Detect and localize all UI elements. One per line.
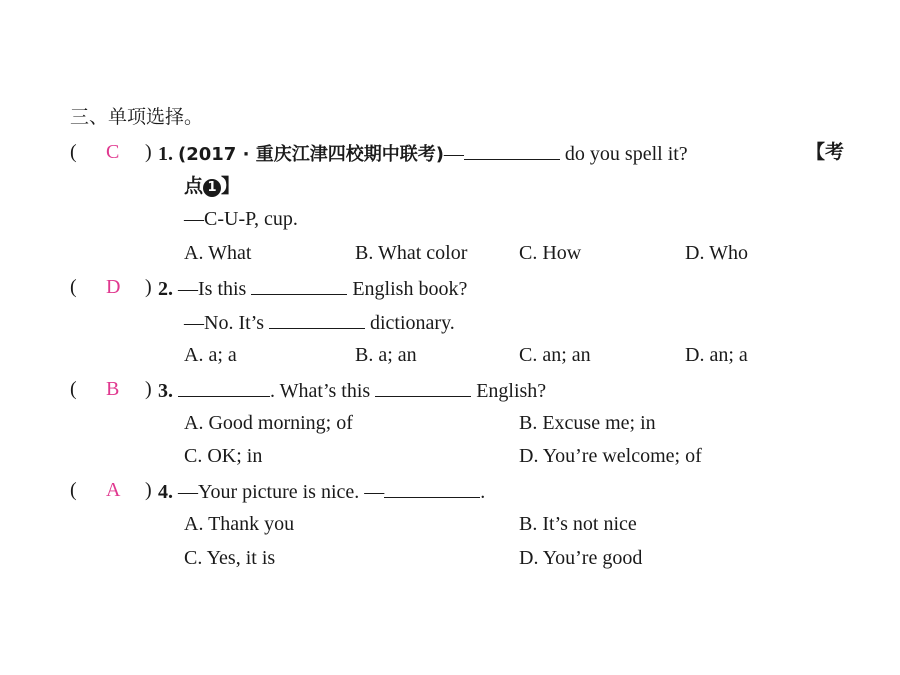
answer-blank — [384, 477, 480, 498]
answer-blank — [464, 139, 560, 160]
answer-4: A — [106, 479, 121, 501]
option: D. an; a — [685, 344, 748, 366]
question-stem-1: do you spell it? — [559, 143, 688, 165]
option: C. How — [519, 242, 582, 264]
answer-blank — [251, 274, 347, 295]
option: A. a; a — [184, 344, 237, 366]
tag-continuation: 点 1 】 — [184, 175, 241, 197]
option: A. Thank you — [184, 513, 295, 535]
answer-blank — [178, 376, 270, 397]
option: B. It’s not nice — [519, 513, 637, 535]
option: D. Who — [685, 242, 748, 264]
answer-1: C — [106, 141, 120, 163]
option: B. What color — [355, 242, 468, 264]
question-number-3: 3. — [158, 380, 173, 402]
option: D. You’re good — [519, 547, 643, 569]
options-2 — [0, 342, 900, 368]
question-4: ( A ) 4. —Your picture is nice. — . — [70, 479, 486, 503]
question-source-1: (2017 · 重庆江津四校期中联考) — [178, 144, 444, 165]
option: A. Good morning; of — [184, 412, 353, 434]
option: B. a; an — [355, 344, 417, 366]
question-number-1: 1. — [158, 143, 173, 165]
answer-blank — [269, 308, 365, 329]
option: A. What — [184, 242, 252, 264]
option: C. Yes, it is — [184, 547, 276, 569]
question-number-2: 2. — [158, 278, 173, 300]
answer-3: B — [106, 378, 120, 400]
circled-number-icon: 1 — [203, 179, 221, 197]
options-3-row-1 — [0, 410, 900, 436]
question-number-4: 4. — [158, 481, 173, 503]
reply-2: —No. It’s dictionary. — [184, 308, 455, 334]
option: C. OK; in — [184, 445, 263, 467]
answer-2: D — [106, 276, 121, 298]
answer-blank — [375, 376, 471, 397]
question-3: ( B ) 3. . What’s this English? — [70, 378, 547, 402]
section-title: 三、单项选择。 — [70, 106, 204, 128]
options-3-row-2 — [0, 443, 900, 469]
options-4-row-1 — [0, 511, 900, 537]
question-2: ( D ) 2. —Is this English book? — [70, 276, 468, 300]
option: D. You’re welcome; of — [519, 445, 702, 467]
tag-label: 【考 — [806, 141, 845, 163]
options-1 — [0, 240, 900, 266]
option: B. Excuse me; in — [519, 412, 656, 434]
option: C. an; an — [519, 344, 591, 366]
reply-1: —C-U-P, cup. — [184, 208, 298, 230]
options-4-row-2 — [0, 545, 900, 571]
question-1: ( C ) 1. (2017 · 重庆江津四校期中联考)— do you spell it? 【考 — [70, 141, 845, 165]
